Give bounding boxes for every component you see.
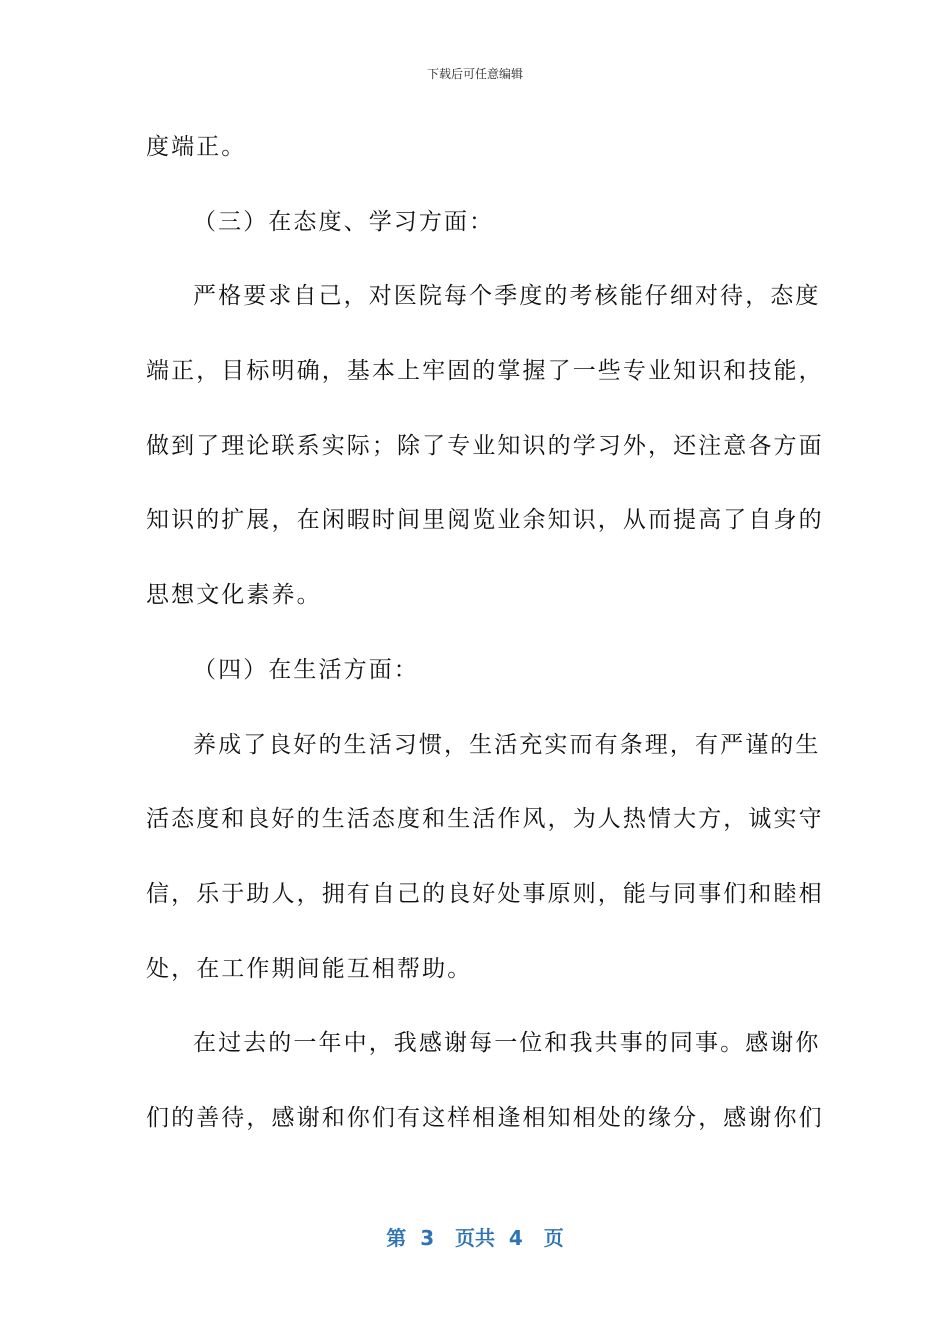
paragraph-line: 信，乐于助人，拥有自己的良好处事原则，能与同事们和睦相 xyxy=(146,880,824,907)
paragraph-line: 养成了良好的生活习惯，生活充实而有条理，有严谨的生 xyxy=(193,731,821,758)
page-header: 下载后可任意编辑 xyxy=(426,67,523,81)
document-body xyxy=(146,110,824,1156)
paragraph-line: 知识的扩展，在闲暇时间里阅览业余知识，从而提高了自身的 xyxy=(146,507,824,534)
paragraph-line: 端正，目标明确，基本上牢固的掌握了一些专业知识和技能， xyxy=(146,358,824,385)
paragraph-line: 们的善待，感谢和你们有这样相逢相知相处的缘分，感谢你们 xyxy=(146,1104,824,1131)
paragraph-line: 活态度和良好的生活态度和生活作风，为人热情大方，诚实守 xyxy=(146,806,824,833)
page-footer: 第 3 页共 4 页 xyxy=(386,1226,564,1250)
paragraph-line: 思想文化素养。 xyxy=(146,582,322,609)
paragraph-line: 做到了理论联系实际；除了专业知识的学习外，还注意各方面 xyxy=(146,432,824,459)
paragraph-line: 在过去的一年中，我感谢每一位和我共事的同事。感谢你 xyxy=(193,1030,821,1057)
text-line: 度端正。 xyxy=(146,134,247,160)
section-heading: （三）在态度、学习方面： xyxy=(193,208,495,235)
paragraph-line: 处，在工作期间能互相帮助。 xyxy=(146,955,473,982)
paragraph-line: 严格要求自己，对医院每个季度的考核能仔细对待，态度 xyxy=(193,283,821,310)
section-heading: （四）在生活方面： xyxy=(193,656,419,683)
